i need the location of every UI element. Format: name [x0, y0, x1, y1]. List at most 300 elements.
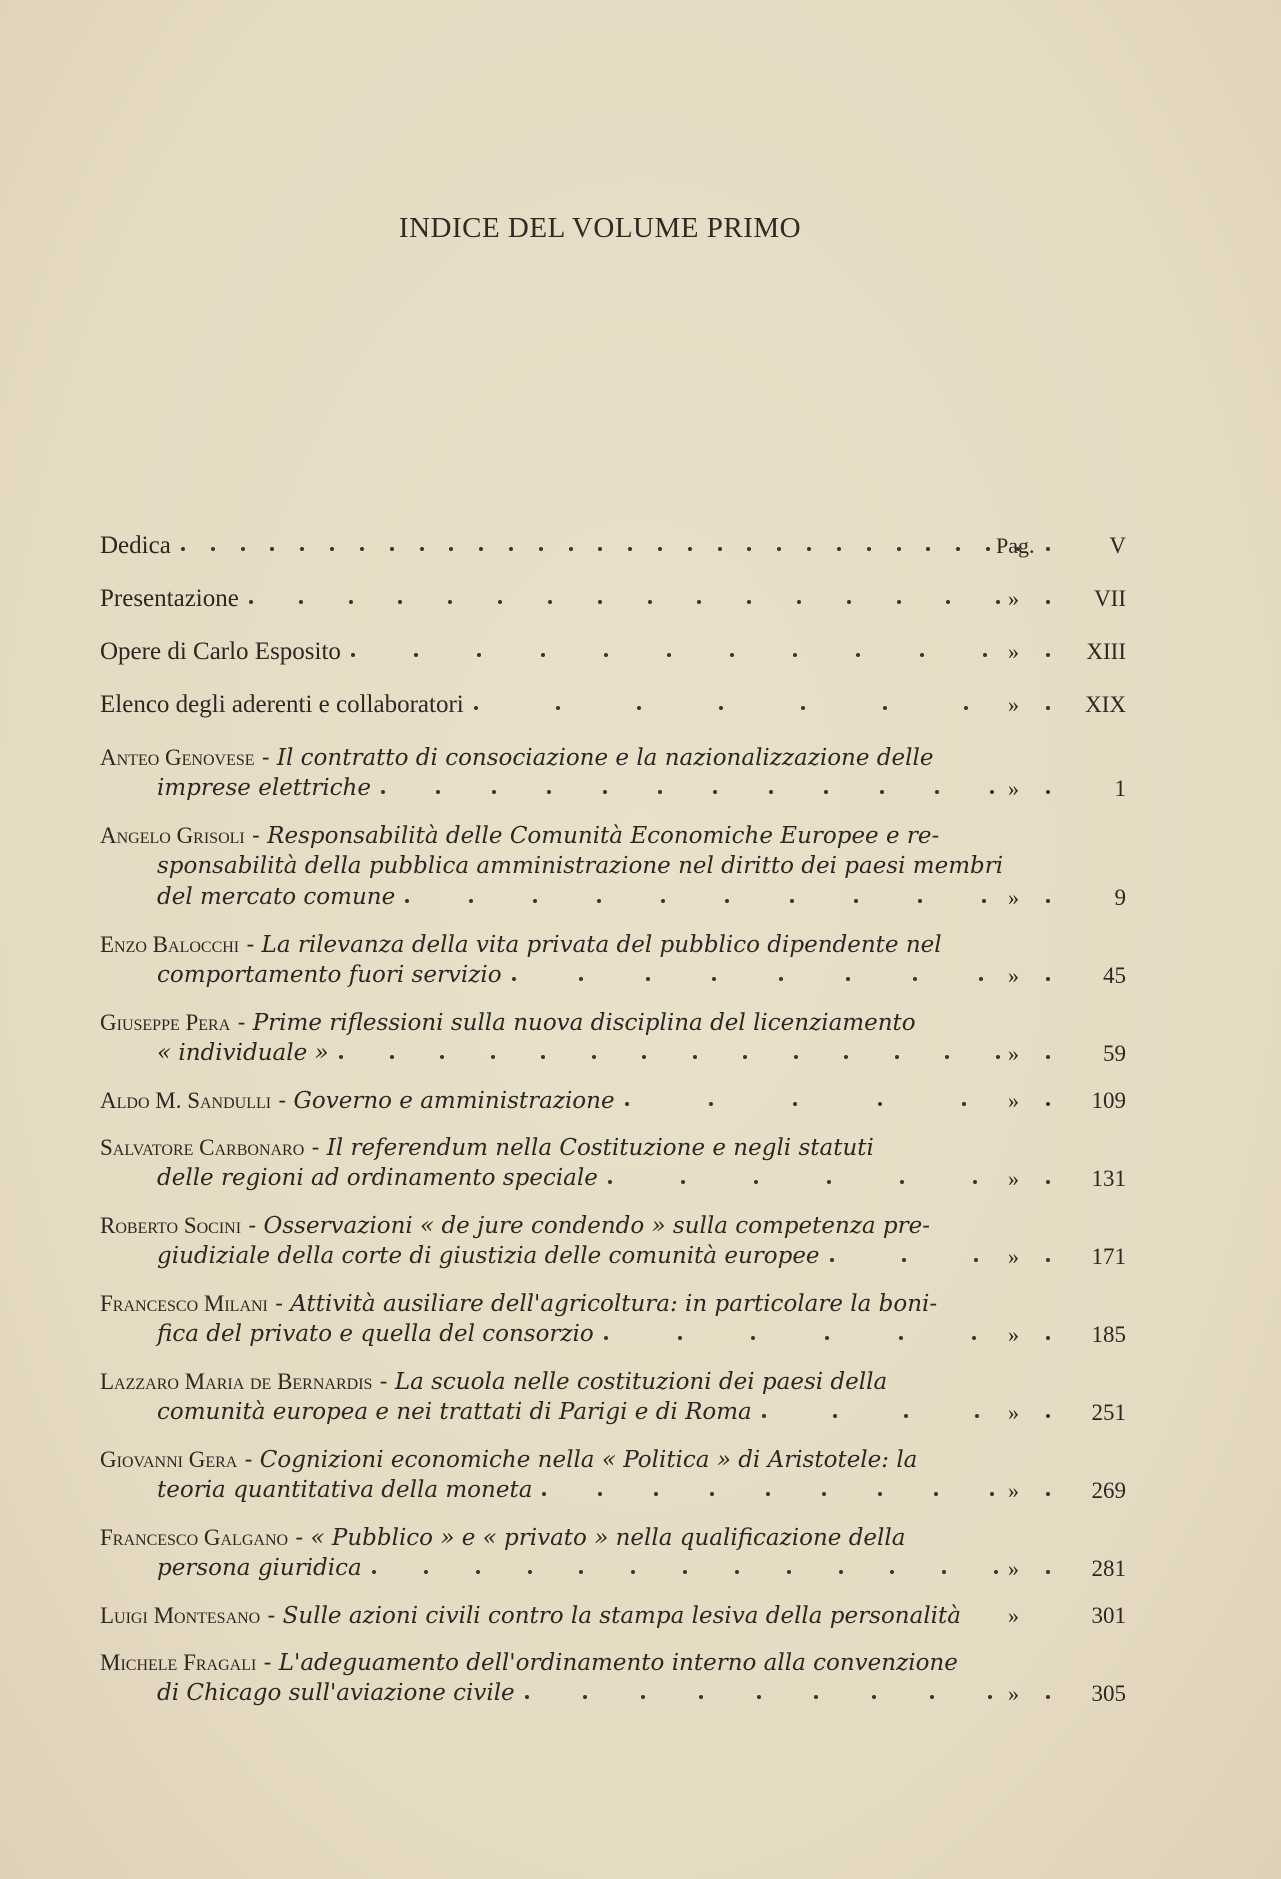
toc-separator: - [239, 932, 262, 958]
toc-title: Il referendum nella Costituzione e negli statuti [326, 1135, 874, 1161]
leader-dot [822, 1492, 826, 1496]
leader-dot [935, 790, 939, 794]
leader-dot [718, 547, 722, 551]
leader-dot [856, 653, 860, 657]
leader-dot [790, 899, 794, 903]
leader-dot [973, 1180, 977, 1184]
page-reference [1008, 1319, 1128, 1350]
toc-entry[interactable] [100, 583, 1126, 614]
leader-dot [509, 547, 513, 551]
leader-dot [681, 1180, 685, 1184]
dot-leader [339, 1038, 1050, 1069]
toc-entry-line [100, 1038, 1126, 1069]
page-number: 281 [1091, 1556, 1126, 1581]
leader-dot [904, 1414, 908, 1418]
toc-separator: - [244, 823, 268, 849]
leader-dot [945, 1055, 949, 1059]
leader-dot [330, 547, 334, 551]
page-number: 251 [1091, 1400, 1126, 1425]
leader-dot [211, 547, 215, 551]
leader-dot [833, 1414, 837, 1418]
toc-title: Il contratto di consociazione e la nazionalizzazione delle [276, 745, 934, 771]
leader-dot [854, 899, 858, 903]
toc-title: persona giuridica [157, 1555, 362, 1581]
toc-author: Giovanni Gera [100, 1447, 238, 1472]
leader-dot [897, 547, 901, 551]
page-marker: » [1008, 1244, 1019, 1269]
page-marker: » [1008, 1322, 1019, 1347]
leader-dot [807, 547, 811, 551]
leader-dot [548, 600, 552, 604]
leader-dot [693, 1055, 697, 1059]
page-marker: Pag. [996, 533, 1035, 558]
toc-entry-line [100, 1132, 1120, 1163]
leader-dot [975, 1414, 979, 1418]
leader-dot [598, 1492, 602, 1496]
toc-entry-line [100, 1553, 1126, 1584]
leader-dot [934, 1492, 938, 1496]
leader-dot [491, 1055, 495, 1059]
toc-entry-text [100, 929, 942, 961]
leader-dot [844, 1055, 848, 1059]
leader-dot [654, 1492, 658, 1496]
toc-entry[interactable] [100, 689, 1126, 720]
toc-entry-text [100, 530, 171, 562]
leader-dot [351, 653, 355, 657]
leader-dot [398, 600, 402, 604]
toc-entry-line [100, 1007, 1120, 1038]
toc-entry-line [100, 1210, 1120, 1241]
leader-dot [964, 706, 968, 710]
leader-dot [735, 1570, 739, 1574]
page-reference [1008, 1397, 1128, 1428]
leader-dot [982, 899, 986, 903]
toc-entry-text [100, 583, 239, 615]
leader-dot [299, 600, 303, 604]
toc-title: « individuale » [157, 1040, 329, 1066]
leader-dot [390, 547, 394, 551]
toc-separator: - [372, 1369, 395, 1395]
leader-dot [512, 977, 516, 981]
toc-separator: - [304, 1135, 327, 1161]
toc-entry[interactable] [100, 820, 1126, 913]
toc-entry[interactable] [100, 1522, 1126, 1584]
toc-author: Salvatore Carbonaro [100, 1135, 305, 1160]
leader-dot [604, 1336, 608, 1340]
toc-entry-text [157, 882, 395, 913]
leader-dot [794, 1055, 798, 1059]
toc-entry[interactable] [100, 742, 1126, 804]
leader-dot [920, 653, 924, 657]
toc-separator: - [271, 1088, 294, 1114]
leader-dot [827, 1180, 831, 1184]
toc-entry-text [100, 742, 933, 774]
leader-dot [625, 1102, 629, 1106]
toc-entry-line [100, 1366, 1120, 1397]
leader-dot [754, 1180, 758, 1184]
leader-dot [667, 653, 671, 657]
leader-dot [372, 1570, 376, 1574]
leader-dot [946, 600, 950, 604]
leader-dot [603, 790, 607, 794]
leader-dot [846, 977, 850, 981]
toc-entry[interactable] [100, 1132, 1126, 1194]
leader-dot [994, 1570, 998, 1574]
toc-author: Michele Fragali [100, 1650, 257, 1675]
toc-entry[interactable] [100, 929, 1126, 991]
page-title: INDICE DEL VOLUME PRIMO [398, 212, 802, 244]
toc-author: Anteo Genovese [100, 745, 255, 770]
toc-entry-line [100, 742, 1120, 773]
leader-dot [890, 1570, 894, 1574]
leader-dot [847, 600, 851, 604]
dot-leader [512, 960, 1050, 991]
page-number: 185 [1091, 1322, 1126, 1347]
page-marker: » [1008, 1041, 1019, 1066]
leader-dot [824, 790, 828, 794]
page-marker: » [1008, 1556, 1019, 1581]
toc-title: Prime riflessioni sulla nuova disciplina del licenziamento [252, 1010, 916, 1036]
page-number: 59 [1103, 1041, 1126, 1066]
leader-dot [883, 706, 887, 710]
leader-dot [300, 547, 304, 551]
leader-dot [779, 977, 783, 981]
toc-entry-line [100, 689, 1126, 720]
toc-entry-text [100, 1600, 961, 1632]
leader-dot [747, 547, 751, 551]
page-marker: » [1008, 1088, 1019, 1113]
leader-dot [830, 1258, 834, 1262]
leader-dot [598, 600, 602, 604]
toc-entry[interactable] [100, 636, 1126, 667]
leader-dot [878, 1492, 882, 1496]
leader-dot [942, 1570, 946, 1574]
toc-entry-text [157, 1397, 752, 1428]
leader-dot [608, 1180, 612, 1184]
leader-dot [710, 1492, 714, 1496]
leader-dot [658, 547, 662, 551]
toc-entry-line [100, 1241, 1126, 1272]
leader-dot [777, 547, 781, 551]
toc-entry-text [100, 1444, 917, 1476]
toc-entry[interactable] [100, 1288, 1126, 1350]
leader-dot [360, 547, 364, 551]
toc-title: L'adeguamento dell'ordinamento interno alla convenzione [278, 1650, 958, 1676]
leader-dot [424, 1570, 428, 1574]
leader-dot [880, 790, 884, 794]
toc-author: Angelo Grisoli [100, 823, 245, 848]
leader-dot [747, 600, 751, 604]
leader-dot [801, 706, 805, 710]
leader-dot [525, 1695, 529, 1699]
toc-entry-line [100, 1678, 1126, 1709]
leader-dot [996, 1055, 1000, 1059]
leader-dot [972, 1336, 976, 1340]
leader-dot [988, 1695, 992, 1699]
dot-leader [525, 1678, 1050, 1709]
toc-title: di Chicago sull'aviazione civile [157, 1680, 515, 1706]
page-reference [1008, 1600, 1128, 1631]
toc-entry-line [100, 773, 1126, 804]
leader-dot [678, 1336, 682, 1340]
toc-entry-text [157, 851, 1003, 882]
dot-leader [181, 530, 1050, 561]
leader-dot [569, 547, 573, 551]
dot-leader [372, 1553, 1050, 1584]
toc-entry[interactable] [100, 530, 1126, 561]
leader-dot [797, 600, 801, 604]
dot-leader [249, 583, 1050, 614]
toc-title: delle regioni ad ordinamento speciale [157, 1165, 598, 1191]
page-number: 131 [1091, 1166, 1126, 1191]
toc-entry-text [157, 1678, 515, 1709]
leader-dot [349, 600, 353, 604]
dot-leader [608, 1163, 1050, 1194]
leader-dot [713, 790, 717, 794]
leader-dot [498, 600, 502, 604]
toc-title: Sulle azioni civili contro la stampa lesiva della personalità [282, 1603, 961, 1629]
leader-dot [902, 1258, 906, 1262]
page-reference [1008, 583, 1128, 614]
toc-entry-text [100, 1007, 916, 1039]
leader-dot [757, 1695, 761, 1699]
toc-entry-line [100, 530, 1126, 561]
leader-dot [440, 1055, 444, 1059]
leader-dot [962, 1102, 966, 1106]
leader-dot [547, 790, 551, 794]
page-reference [1008, 1475, 1128, 1506]
page-marker: » [1008, 692, 1019, 717]
toc-entry-text [100, 1132, 874, 1164]
toc-entry-text [157, 1038, 329, 1069]
leader-dot [837, 547, 841, 551]
toc-title: giudiziale della corte di giustizia delle comunità europee [157, 1243, 820, 1269]
toc-separator: - [241, 1213, 264, 1239]
toc-entry-line [100, 929, 1120, 960]
toc-author: Francesco Galgano [100, 1525, 289, 1550]
toc-entry-line [100, 960, 1126, 991]
leader-dot [814, 1695, 818, 1699]
leader-dot [930, 1695, 934, 1699]
page-reference [1008, 689, 1128, 720]
leader-dot [648, 600, 652, 604]
toc-entry-line [100, 1600, 1126, 1631]
page-number: 1 [1114, 776, 1126, 801]
leader-dot [839, 1570, 843, 1574]
leader-dot [449, 547, 453, 551]
toc-entry-line [100, 1319, 1126, 1350]
toc-title: Responsabilità delle Comunità Economiche Europee e re- [267, 823, 940, 849]
toc-entry-text [100, 689, 464, 721]
leader-dot [688, 547, 692, 551]
leader-dot [709, 1102, 713, 1106]
toc-entry-text [100, 1085, 615, 1117]
leader-dot [899, 1336, 903, 1340]
page-marker: » [1008, 639, 1019, 664]
toc-entry[interactable] [100, 1444, 1126, 1506]
leader-dot [658, 790, 662, 794]
toc-entry[interactable] [100, 1600, 1126, 1631]
leader-dot [867, 547, 871, 551]
leader-dot [642, 1055, 646, 1059]
leader-dot [996, 600, 1000, 604]
leader-dot [646, 977, 650, 981]
toc-title: La rilevanza della vita privata del pubblico dipendente nel [261, 932, 942, 958]
leader-dot [604, 653, 608, 657]
toc-entry[interactable] [100, 1647, 1126, 1709]
page-marker: » [1008, 1603, 1019, 1628]
page-reference [1008, 1678, 1128, 1709]
page-number: 9 [1114, 885, 1126, 910]
leader-dot [241, 547, 245, 551]
toc-entry-line [100, 1288, 1120, 1319]
leader-dot [631, 1570, 635, 1574]
toc-separator: - [256, 1650, 279, 1676]
leader-dot [990, 1492, 994, 1496]
leader-dot [900, 1180, 904, 1184]
leader-dot [579, 1570, 583, 1574]
dot-leader [625, 1085, 1050, 1116]
page-marker: » [1008, 885, 1019, 910]
page-number: 269 [1091, 1478, 1126, 1503]
toc-author: Enzo Balocchi [100, 932, 240, 957]
leader-dot [479, 547, 483, 551]
leader-dot [592, 1055, 596, 1059]
leader-dot [983, 653, 987, 657]
toc-entry[interactable] [100, 1366, 1126, 1428]
toc-title: Opere di Carlo Esposito [100, 638, 341, 665]
page-marker: » [1008, 1681, 1019, 1706]
leader-dot [637, 706, 641, 710]
toc-title: Attività ausiliare dell'agricoltura: in particolare la boni- [290, 1291, 938, 1317]
toc-title: Dedica [100, 532, 171, 559]
page-number: V [1109, 533, 1126, 558]
page-number: 301 [1091, 1603, 1126, 1628]
toc-entry-text [157, 1319, 594, 1350]
leader-dot [539, 547, 543, 551]
toc-entry[interactable] [100, 1007, 1126, 1069]
leader-dot [405, 899, 409, 903]
toc-separator: - [288, 1525, 311, 1551]
toc-title: sponsabilità della pubblica amministrazione nel diritto dei paesi membri [157, 853, 1004, 879]
leader-dot [730, 653, 734, 657]
toc-entry-text [157, 1553, 362, 1584]
leader-dot [249, 600, 253, 604]
leader-dot [897, 600, 901, 604]
leader-dot [979, 977, 983, 981]
toc-entry-line [100, 1397, 1126, 1428]
toc-entry[interactable] [100, 1085, 1126, 1116]
toc-entry-text [100, 1210, 930, 1242]
page-number: 305 [1091, 1681, 1126, 1706]
toc-title: comunità europea e nei trattati di Parigi e di Roma [157, 1399, 752, 1425]
toc-entry-line [100, 1647, 1120, 1678]
leader-dot [697, 600, 701, 604]
leader-dot [628, 547, 632, 551]
dot-leader [604, 1319, 1050, 1350]
leader-dot [986, 547, 990, 551]
toc-title: fica del privato e quella del consorzio [157, 1321, 594, 1347]
leader-dot [878, 1102, 882, 1106]
leader-dot [597, 899, 601, 903]
leader-dot [719, 706, 723, 710]
toc-entry-text [100, 1288, 937, 1320]
leader-dot [766, 1492, 770, 1496]
page-marker: » [1008, 963, 1019, 988]
leader-dot [762, 1414, 766, 1418]
toc-author: Luigi Montesano [100, 1603, 261, 1628]
dot-leader [351, 636, 1050, 667]
toc-author: Roberto Socini [100, 1213, 242, 1238]
leader-dot [974, 1258, 978, 1262]
leader-dot [533, 899, 537, 903]
page-number: XIX [1085, 692, 1126, 717]
leader-dot [528, 1570, 532, 1574]
leader-dot [787, 1570, 791, 1574]
toc-title: La scuola nelle costituzioni dei paesi della [394, 1369, 888, 1395]
page-marker: » [1008, 776, 1019, 801]
page-reference [1008, 960, 1128, 991]
toc-title: comportamento fuori servizio [157, 962, 502, 988]
leader-dot [541, 1055, 545, 1059]
leader-dot [641, 1695, 645, 1699]
page-reference [1008, 1163, 1128, 1194]
page-number: 109 [1091, 1088, 1126, 1113]
leader-dot [579, 977, 583, 981]
page-number: 171 [1091, 1244, 1126, 1269]
toc-title: Elenco degli aderenti e collaboratori [100, 691, 464, 718]
toc-entry-line [100, 1444, 1120, 1475]
page-marker: » [1008, 1166, 1019, 1191]
toc-entry[interactable] [100, 1210, 1126, 1272]
page-reference [1008, 1085, 1128, 1116]
leader-dot [743, 1055, 747, 1059]
leader-dot [181, 547, 185, 551]
toc-entry-text [100, 1647, 958, 1679]
toc-author: Lazzaro Maria de Bernardis [100, 1369, 373, 1394]
leader-dot [769, 790, 773, 794]
page-reference [996, 530, 1128, 561]
page-marker: » [1008, 1478, 1019, 1503]
toc-entry-text [100, 636, 341, 668]
leader-dot [492, 790, 496, 794]
leader-dot [895, 1055, 899, 1059]
leader-dot [598, 547, 602, 551]
page-reference [1008, 1553, 1128, 1584]
toc-separator: - [254, 745, 277, 771]
page-reference [1008, 882, 1128, 913]
toc-author: Giuseppe Pera [100, 1010, 231, 1035]
page-number: VII [1094, 586, 1126, 611]
leader-dot [477, 653, 481, 657]
leader-dot [476, 1570, 480, 1574]
dot-leader [381, 773, 1050, 804]
leader-dot [918, 899, 922, 903]
leader-dot [793, 653, 797, 657]
leader-dot [448, 600, 452, 604]
leader-dot [725, 899, 729, 903]
leader-dot [825, 1336, 829, 1340]
leader-dot [556, 706, 560, 710]
page-reference [1008, 1241, 1128, 1272]
page-reference [1008, 773, 1128, 804]
leader-dot [436, 790, 440, 794]
leader-dot [542, 1492, 546, 1496]
dot-leader [405, 882, 1050, 913]
leader-dot [699, 1695, 703, 1699]
table-of-contents [100, 530, 1126, 1709]
page-marker: » [1008, 1400, 1019, 1425]
